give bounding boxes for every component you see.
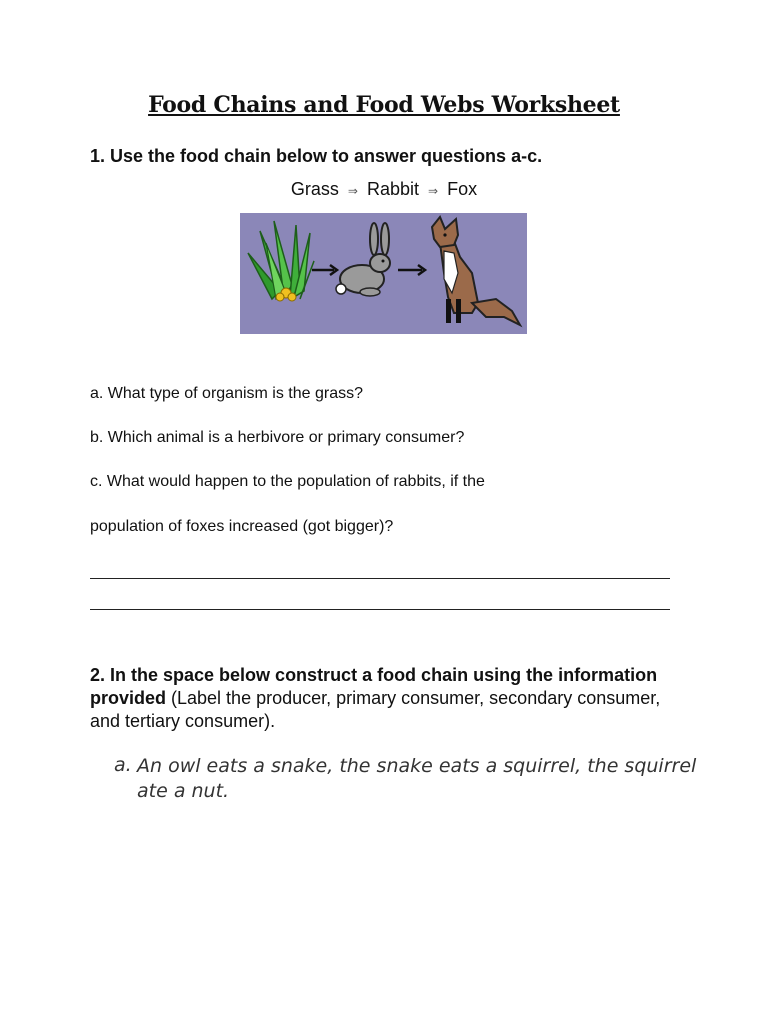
question-1b: b. Which animal is a herbivore or primary consumer? <box>90 429 465 446</box>
question-2-heading-rest: (Label the producer, primary consumer, secondary consumer, and tertiary consumer). <box>90 688 661 731</box>
question-1c-line1: c. What would happen to the population of rabbits, if the <box>90 473 485 490</box>
answer-line[interactable] <box>90 609 670 610</box>
question-1a: a. What type of organism is the grass? <box>90 385 364 402</box>
question-2-heading <box>90 664 690 733</box>
question-2-heading-bold: 2. In the space below construct a food chain using the information provided <box>90 665 658 708</box>
food-chain-illustration <box>240 213 527 334</box>
question-2a-text: An owl eats a snake, the snake eats a squirrel, the squirrel ate a nut. <box>137 755 697 802</box>
question-1c-line2: population of foxes increased (got bigger)? <box>90 518 394 535</box>
food-chain-text <box>0 179 768 200</box>
chain-item-fox: Fox <box>447 179 478 199</box>
worksheet-title: Food Chains and Food Webs Worksheet <box>148 92 620 118</box>
chain-item-grass: Grass <box>290 179 339 199</box>
question-2a-label: a. <box>114 754 132 776</box>
chain-item-rabbit: Rabbit <box>366 179 420 199</box>
chain-arrow-icon: ⇒ <box>347 184 358 198</box>
chain-arrow-icon: ⇒ <box>428 184 439 198</box>
answer-line[interactable] <box>90 578 670 579</box>
question-1-heading: 1. Use the food chain below to answer questions a-c. <box>90 146 543 166</box>
